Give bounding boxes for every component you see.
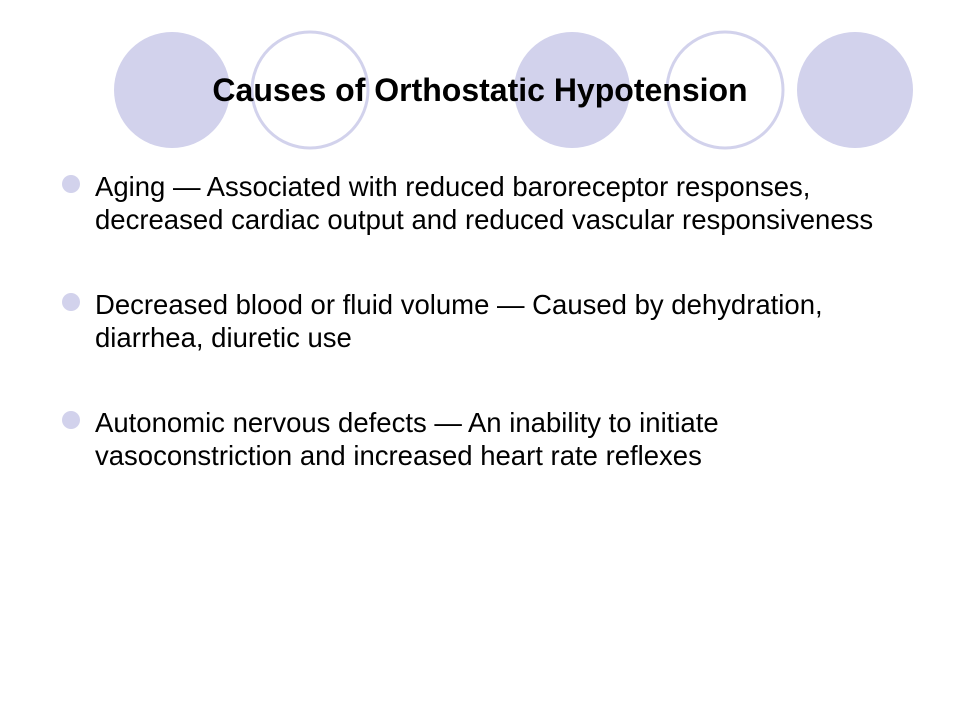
bullet-dot-icon: [62, 293, 80, 311]
bullet-item: [62, 406, 922, 472]
bullet-text: Autonomic nervous defects — An inability to initiate vasoconstriction and increased heart rate reflexes: [95, 407, 719, 471]
bullet-dot-icon: [62, 175, 80, 193]
bullet-item: [62, 288, 922, 354]
slide-title: Causes of Orthostatic Hypotension: [212, 72, 748, 108]
bullet-item: [62, 170, 922, 236]
bullet-text: Aging — Associated with reduced baroreceptor responses, decreased cardiac output and reduced vascular responsiveness: [95, 171, 874, 235]
bullet-text: Decreased blood or fluid volume — Caused by dehydration, diarrhea, diuretic use: [95, 289, 823, 353]
bullet-dot-icon: [62, 411, 80, 429]
bullet-list: [62, 170, 922, 472]
